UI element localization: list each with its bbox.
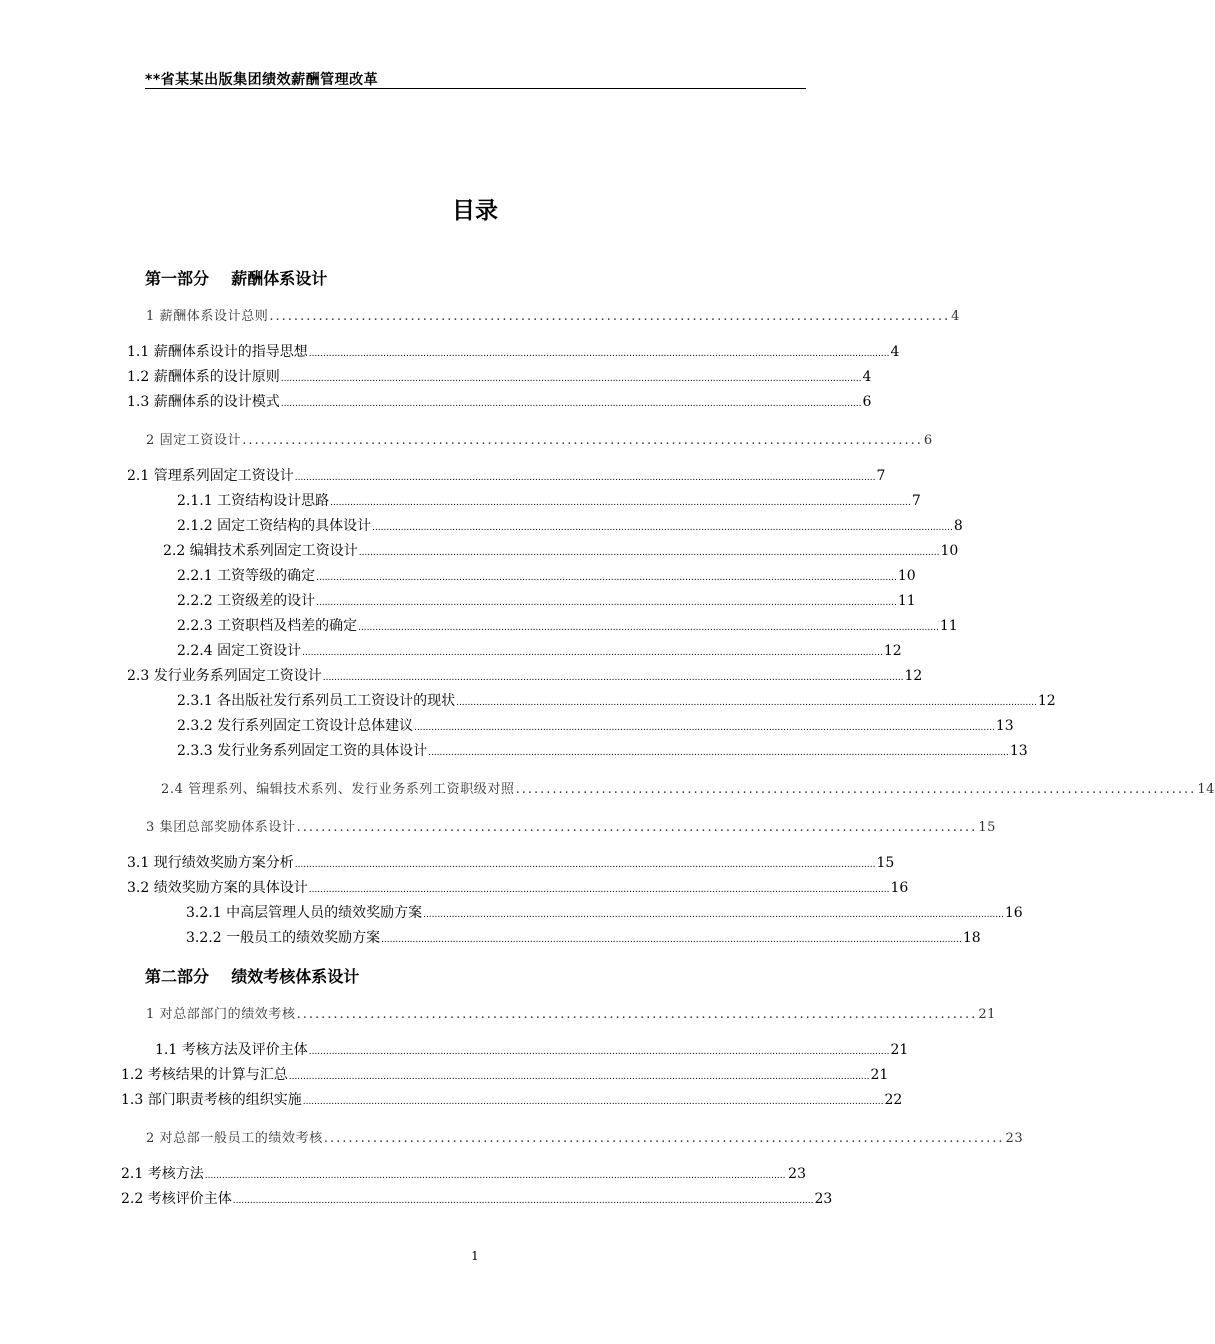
toc-entry[interactable]: 1.3 部门职责考核的组织实施 ........................................................................................................................................................................................................... 22: [121, 1092, 903, 1108]
dot-leader: ...........................................................................................................................................................................................................: [302, 648, 883, 658]
toc-entry[interactable]: 2.3.2 发行系列固定工资设计总体建议 ........................................................................................................................................................................................................... 13: [177, 718, 1014, 734]
part-two-heading: 第二部分 绩效考核体系设计: [145, 967, 360, 986]
toc-entry[interactable]: 1.2 薪酬体系的设计原则 ........................................................................................................................................................................................................... 4: [127, 369, 872, 385]
toc-entry[interactable]: 2.2.2 工资级差的设计 ........................................................................................................................................................................................................... 11: [177, 593, 916, 609]
dot-leader: ...........................................................................................................................................................................................................: [308, 885, 890, 895]
dot-leader: ...........................................................................................................................................................................................................: [280, 399, 862, 409]
dot-leader: ...........................................................................................................................................................................................................: [294, 473, 876, 483]
dot-leader: ...............................................................................................................: [296, 820, 978, 835]
toc-entry[interactable]: 2 对总部一般员工的绩效考核 ............................................................................................................... 23: [146, 1131, 1024, 1146]
dot-leader: ...........................................................................................................................................................................................................: [316, 598, 897, 608]
dot-leader: ...........................................................................................................................................................................................................: [322, 673, 904, 683]
toc-entry[interactable]: 3.2.1 中高层管理人员的绩效奖励方案 ........................................................................................................................................................................................................... 16: [186, 905, 1023, 921]
dot-leader: ...........................................................................................................................................................................................................: [204, 1171, 786, 1181]
dot-leader: ...............................................................................................................: [296, 1007, 978, 1022]
toc-entry[interactable]: 3.2 绩效奖励方案的具体设计 ........................................................................................................................................................................................................... 16: [127, 880, 909, 896]
dot-leader: ...............................................................................................................: [323, 1131, 1005, 1146]
dot-leader: ...............................................................................................................: [515, 782, 1197, 797]
dot-leader: ...........................................................................................................................................................................................................: [358, 623, 939, 633]
toc-entry[interactable]: 3 集团总部奖励体系设计 ............................................................................................................... 15: [146, 820, 997, 835]
toc-entry[interactable]: 1 薪酬体系设计总则 ............................................................................................................... 4: [146, 309, 960, 324]
dot-leader: ...........................................................................................................................................................................................................: [456, 698, 1037, 708]
header-title: **省某某出版集团绩效薪酬管理改革: [145, 72, 379, 88]
page-number: 1: [471, 1249, 479, 1263]
toc-entry[interactable]: 2 固定工资设计 ............................................................................................................... 6: [146, 433, 933, 448]
dot-leader: ...........................................................................................................................................................................................................: [288, 1072, 870, 1082]
toc-entry[interactable]: 2.1.1 工资结构设计思路 ........................................................................................................................................................................................................... 7: [177, 493, 921, 509]
toc-entry[interactable]: 2.4 管理系列、编辑技术系列、发行业务系列工资职级对照 ............................................................................................................... 14: [161, 782, 1215, 797]
toc-entry[interactable]: 2.2 编辑技术系列固定工资设计 ........................................................................................................................................................................................................... 10: [163, 543, 959, 559]
dot-leader: ...........................................................................................................................................................................................................: [280, 374, 862, 384]
dot-leader: ...........................................................................................................................................................................................................: [330, 498, 911, 508]
toc-entry[interactable]: 1 对总部部门的绩效考核 ............................................................................................................... 21: [146, 1007, 997, 1022]
dot-leader: ...........................................................................................................................................................................................................: [232, 1196, 814, 1206]
toc-entry[interactable]: 1.1 考核方法及评价主体 ........................................................................................................................................................................................................... 21: [155, 1042, 909, 1058]
toc-entry[interactable]: 3.2.2 一般员工的绩效奖励方案 ........................................................................................................................................................................................................... 18: [186, 930, 981, 946]
dot-leader: ...........................................................................................................................................................................................................: [308, 349, 890, 359]
dot-leader: ...........................................................................................................................................................................................................: [302, 1097, 884, 1107]
page-header: [145, 66, 806, 89]
toc-entry[interactable]: 2.1 管理系列固定工资设计 ........................................................................................................................................................................................................... 7: [127, 468, 886, 484]
dot-leader: ...........................................................................................................................................................................................................: [358, 548, 940, 558]
toc-entry[interactable]: 2.3.3 发行业务系列固定工资的具体设计 ........................................................................................................................................................................................................... 13: [177, 743, 1028, 759]
dot-leader: ...........................................................................................................................................................................................................: [423, 910, 1004, 920]
toc-entry[interactable]: 2.1 考核方法 ........................................................................................................................................................................................................... 23: [121, 1166, 806, 1182]
toc-entry[interactable]: 2.2 考核评价主体 ........................................................................................................................................................................................................... 23: [121, 1191, 833, 1207]
toc-entry[interactable]: 2.2.4 固定工资设计 ........................................................................................................................................................................................................... 12: [177, 643, 902, 659]
toc-entry[interactable]: 2.3 发行业务系列固定工资设计 ........................................................................................................................................................................................................... 12: [127, 668, 923, 684]
dot-leader: ...........................................................................................................................................................................................................: [381, 935, 962, 945]
dot-leader: ...........................................................................................................................................................................................................: [316, 573, 897, 583]
dot-leader: ...........................................................................................................................................................................................................: [414, 723, 995, 733]
dot-leader: ...............................................................................................................: [242, 433, 923, 448]
toc-entry[interactable]: 2.3.1 各出版社发行系列员工工资设计的现状 ........................................................................................................................................................................................................... 12: [177, 693, 1056, 709]
dot-leader: ...........................................................................................................................................................................................................: [308, 1047, 890, 1057]
page-title: 目录: [452, 198, 498, 224]
toc-entry[interactable]: 2.2.3 工资职档及档差的确定 ........................................................................................................................................................................................................... 11: [177, 618, 958, 634]
toc-entry[interactable]: 1.3 薪酬体系的设计模式 ........................................................................................................................................................................................................... 6: [127, 394, 872, 410]
dot-leader: ...........................................................................................................................................................................................................: [428, 748, 1009, 758]
dot-leader: ...........................................................................................................................................................................................................: [372, 523, 953, 533]
dot-leader: ...............................................................................................................: [269, 309, 951, 324]
toc-entry[interactable]: 2.2.1 工资等级的确定 ........................................................................................................................................................................................................... 10: [177, 568, 916, 584]
toc-entry[interactable]: 2.1.2 固定工资结构的具体设计 ........................................................................................................................................................................................................... 8: [177, 518, 963, 534]
toc-entry[interactable]: 1.1 薪酬体系设计的指导思想 ........................................................................................................................................................................................................... 4: [127, 344, 900, 360]
part-one-heading: 第一部分 薪酬体系设计: [145, 269, 328, 288]
dot-leader: ...........................................................................................................................................................................................................: [294, 860, 876, 870]
toc-entry[interactable]: 1.2 考核结果的计算与汇总 ........................................................................................................................................................................................................... 21: [121, 1067, 889, 1083]
toc-entry[interactable]: 3.1 现行绩效奖励方案分析 ........................................................................................................................................................................................................... 15: [127, 855, 895, 871]
